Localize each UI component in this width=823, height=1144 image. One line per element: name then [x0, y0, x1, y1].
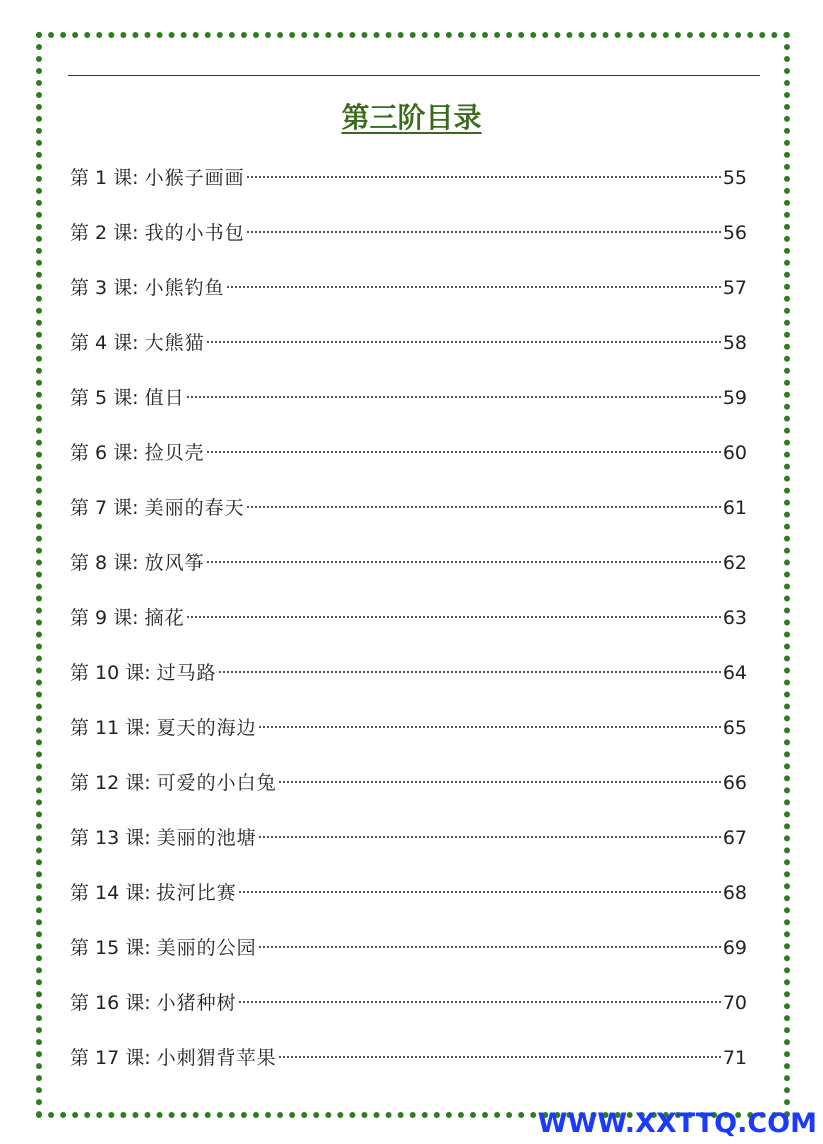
toc-entry-title: 可爱的小白兔 [156, 772, 277, 794]
toc-entry-page: 65 [722, 717, 747, 739]
toc-dot-leader [207, 561, 721, 563]
toc-entry[interactable] [70, 261, 747, 316]
toc-entry-page: 69 [722, 937, 747, 959]
toc-entry-number: 第 6 课: [70, 442, 139, 464]
toc-dot-leader [187, 616, 721, 618]
toc-entry-page: 62 [722, 552, 747, 574]
toc-entry[interactable] [70, 811, 747, 866]
toc-entry-title: 小猪种树 [156, 992, 237, 1014]
toc-entry-title: 放风筝 [144, 552, 205, 574]
toc-entry[interactable] [70, 976, 747, 1031]
watermark: WWW.XXTTQ.COM [537, 1108, 817, 1139]
toc-entry[interactable] [70, 866, 747, 921]
toc-entry-title: 小熊钓鱼 [144, 277, 225, 299]
toc-entry[interactable] [70, 536, 747, 591]
toc-entry-number: 第 11 课: [70, 717, 151, 739]
toc-entry-page: 60 [722, 442, 747, 464]
toc-entry[interactable] [70, 206, 747, 261]
toc-entry-number: 第 5 课: [70, 387, 139, 409]
toc-entry[interactable] [70, 426, 747, 481]
toc-title-text: 第三阶目录 [341, 101, 482, 134]
toc-entry-page: 67 [722, 827, 747, 849]
toc-entry-page: 59 [722, 387, 747, 409]
toc-entry[interactable] [70, 701, 747, 756]
toc-dot-leader [187, 396, 721, 398]
toc-entry-title: 捡贝壳 [144, 442, 205, 464]
toc-entry-number: 第 15 课: [70, 937, 151, 959]
toc-dot-leader [219, 671, 721, 673]
toc-dot-leader [279, 781, 721, 783]
toc-entry-page: 58 [722, 332, 747, 354]
toc-entry[interactable] [70, 316, 747, 371]
toc-entry[interactable] [70, 151, 747, 206]
toc-entry[interactable] [70, 1031, 747, 1086]
toc-entry-title: 摘花 [144, 607, 185, 629]
toc-entry-title: 美丽的春天 [144, 497, 245, 519]
toc-entry-number: 第 2 课: [70, 222, 139, 244]
toc-entry-title: 小刺猬背苹果 [156, 1047, 277, 1069]
toc-dot-leader [239, 1001, 721, 1003]
toc-dot-leader [259, 836, 721, 838]
toc-entry-number: 第 3 课: [70, 277, 139, 299]
toc-entry-page: 71 [722, 1047, 747, 1069]
toc-entry[interactable] [70, 646, 747, 701]
toc-entry-number: 第 17 课: [70, 1047, 151, 1069]
toc-entry-number: 第 1 课: [70, 167, 139, 189]
toc-entry-title: 值日 [144, 387, 185, 409]
toc-entry-page: 64 [722, 662, 747, 684]
toc-entry-page: 70 [722, 992, 747, 1014]
toc-entry-number: 第 13 课: [70, 827, 151, 849]
toc-entry-title: 夏天的海边 [156, 717, 257, 739]
toc-dot-leader [247, 176, 721, 178]
toc-dot-leader [279, 1056, 721, 1058]
toc-entry-page: 63 [722, 607, 747, 629]
toc-entry-page: 66 [722, 772, 747, 794]
toc-entry-number: 第 16 课: [70, 992, 151, 1014]
toc-dot-leader [207, 451, 721, 453]
toc-entry-title: 小猴子画画 [144, 167, 245, 189]
toc-title [0, 96, 823, 140]
toc-dot-leader [239, 891, 721, 893]
header-rule [68, 75, 760, 76]
toc-entry-title: 大熊猫 [144, 332, 205, 354]
toc-dot-leader [259, 946, 721, 948]
toc-entry-number: 第 14 课: [70, 882, 151, 904]
toc-list [70, 151, 747, 1086]
toc-entry-title: 美丽的池塘 [156, 827, 257, 849]
toc-entry-page: 68 [722, 882, 747, 904]
toc-entry[interactable] [70, 756, 747, 811]
toc-entry-page: 56 [722, 222, 747, 244]
toc-entry-page: 61 [722, 497, 747, 519]
toc-entry-number: 第 8 课: [70, 552, 139, 574]
toc-entry[interactable] [70, 591, 747, 646]
toc-dot-leader [259, 726, 721, 728]
toc-dot-leader [227, 286, 721, 288]
toc-entry-title: 我的小书包 [144, 222, 245, 244]
toc-entry[interactable] [70, 371, 747, 426]
toc-dot-leader [207, 341, 721, 343]
toc-entry-number: 第 12 课: [70, 772, 151, 794]
toc-entry-number: 第 9 课: [70, 607, 139, 629]
toc-entry-number: 第 10 课: [70, 662, 151, 684]
toc-dot-leader [247, 506, 721, 508]
toc-entry-number: 第 4 课: [70, 332, 139, 354]
toc-entry[interactable] [70, 921, 747, 976]
toc-entry-title: 美丽的公园 [156, 937, 257, 959]
toc-entry-title: 拔河比赛 [156, 882, 237, 904]
toc-dot-leader [247, 231, 721, 233]
toc-entry-page: 57 [722, 277, 747, 299]
toc-entry-title: 过马路 [156, 662, 217, 684]
toc-entry-number: 第 7 课: [70, 497, 139, 519]
toc-entry[interactable] [70, 481, 747, 536]
toc-entry-page: 55 [722, 167, 747, 189]
